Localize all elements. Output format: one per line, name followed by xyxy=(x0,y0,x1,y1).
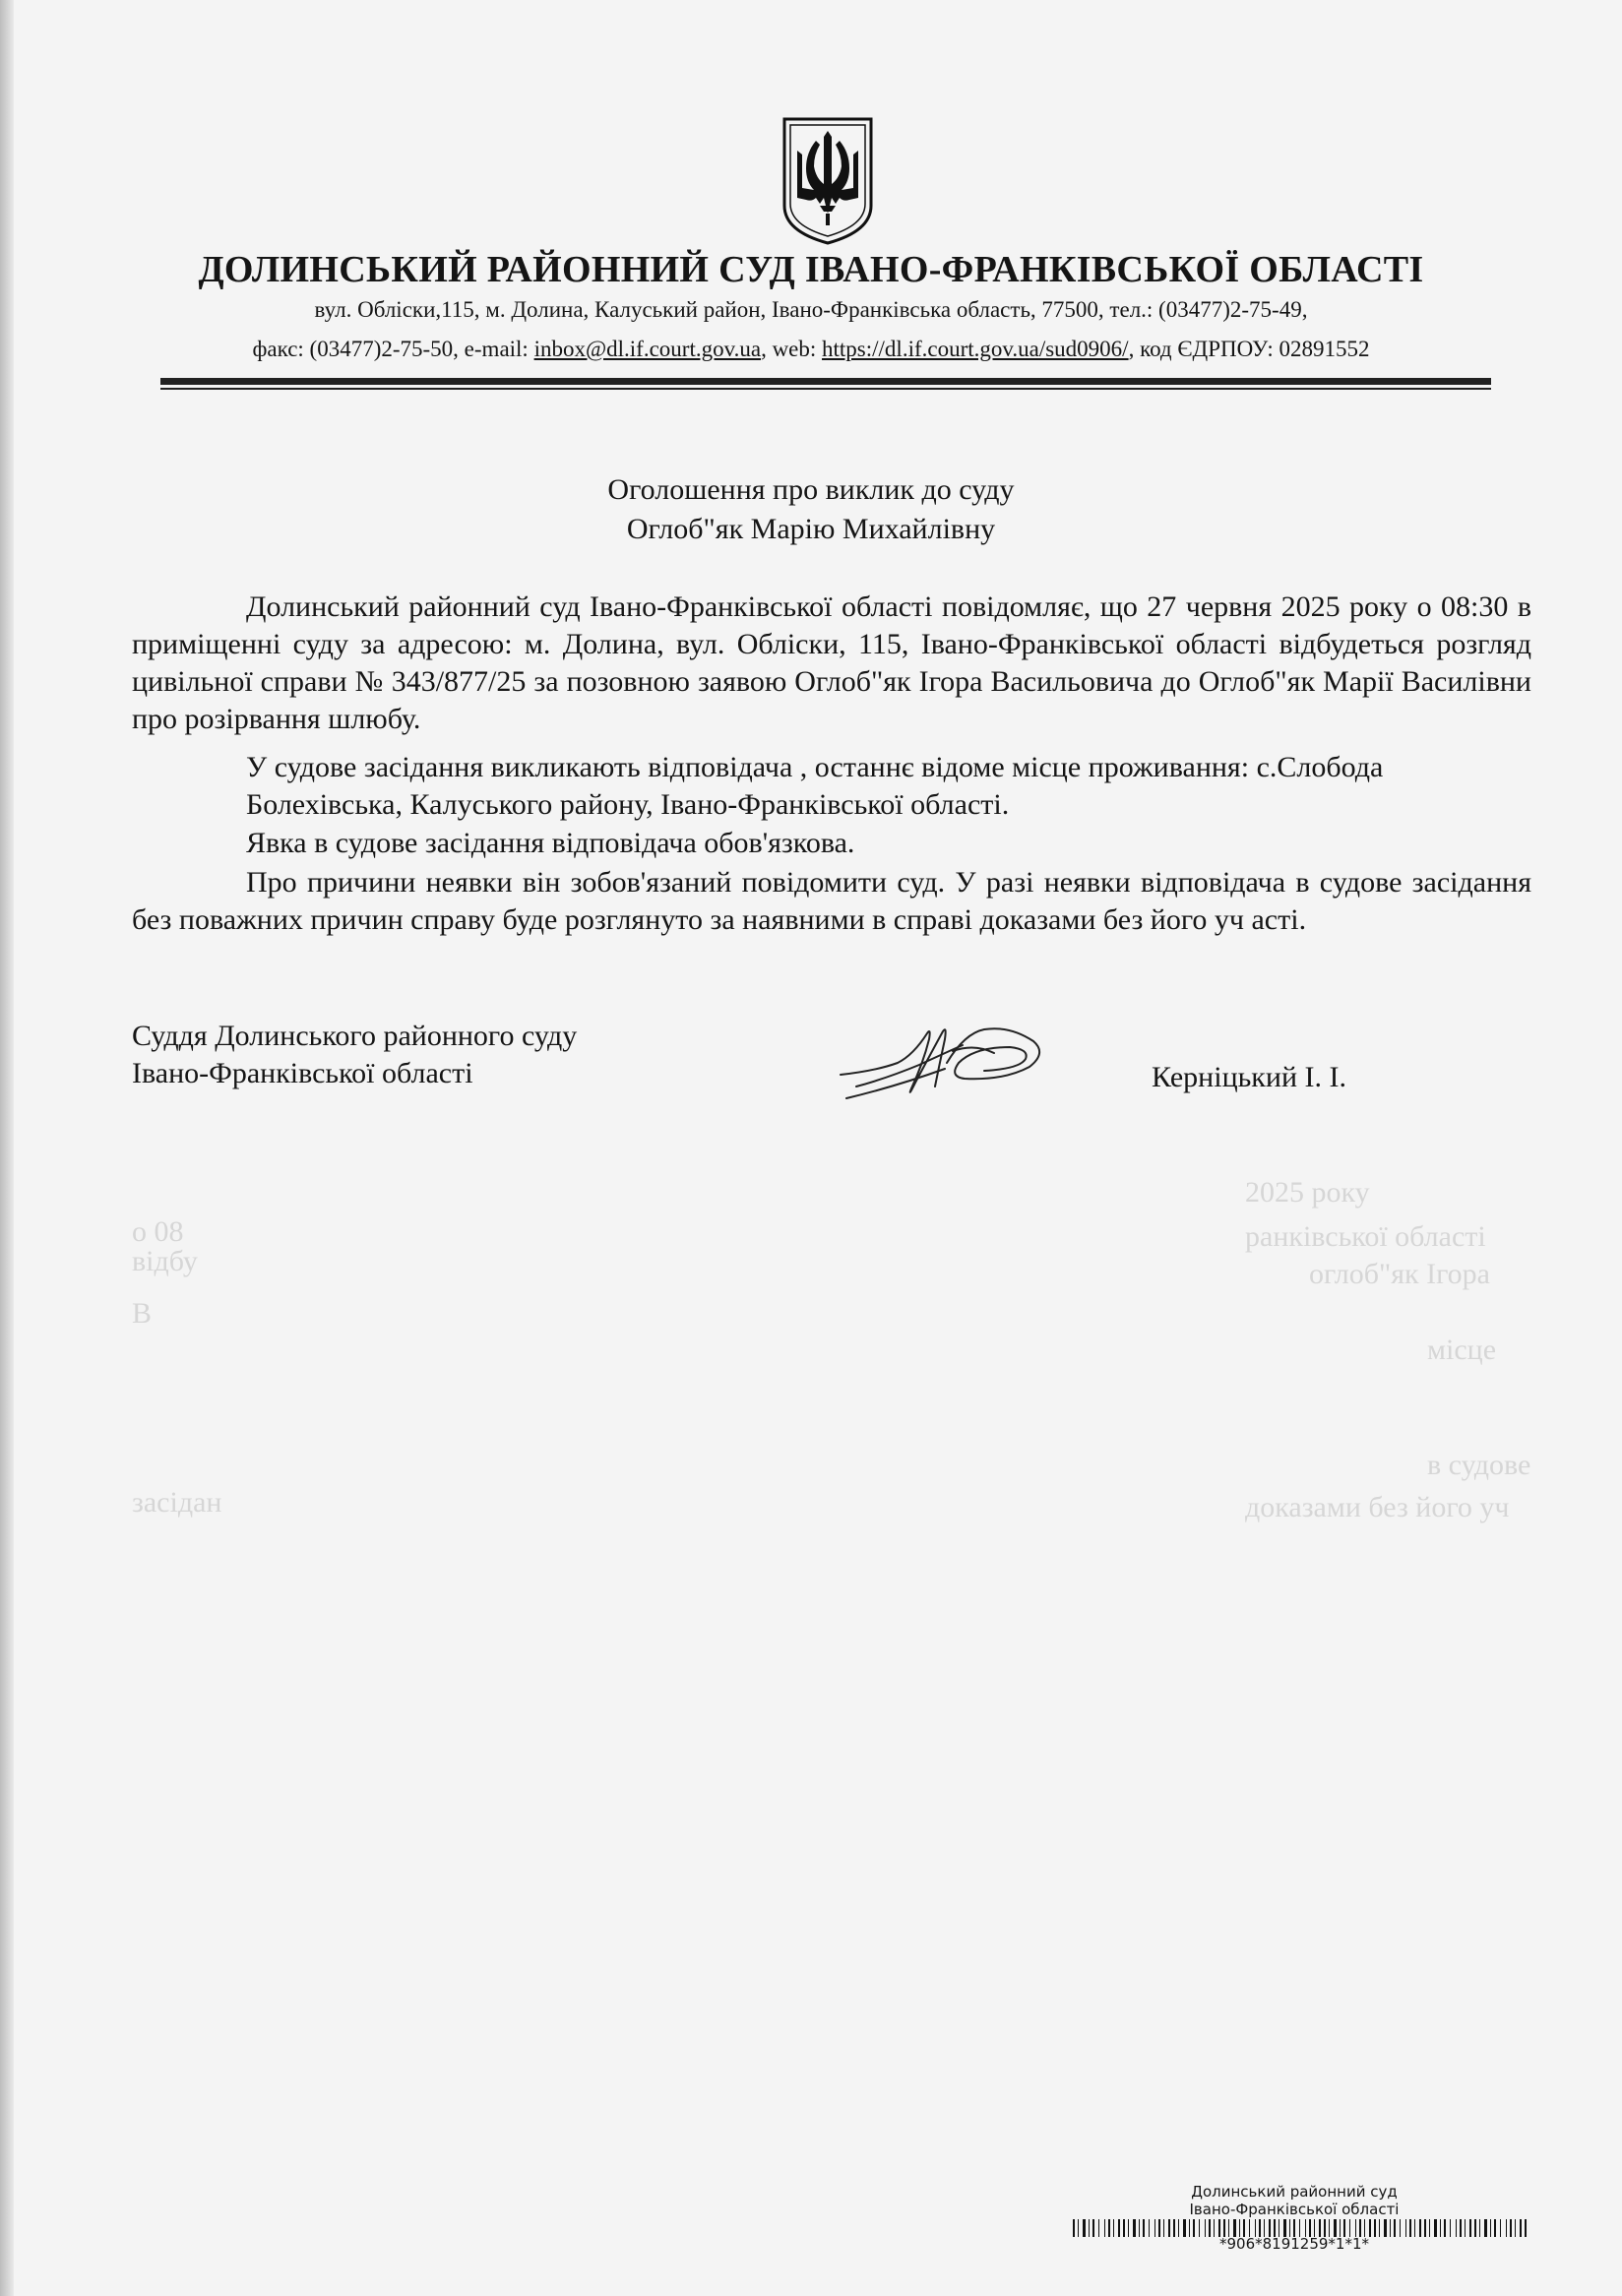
barcode-bar xyxy=(1479,2219,1480,2237)
barcode-bar xyxy=(1083,2219,1086,2237)
web-label: , web: xyxy=(761,337,823,361)
barcode-bar xyxy=(1490,2219,1491,2237)
barcode-number: *906*8191259*1*1* xyxy=(1218,2235,1370,2253)
bleed-through-text: 2025 року xyxy=(1245,1176,1370,1209)
bleed-through-text: оглоб"як Ігора xyxy=(1309,1258,1490,1290)
court-name-heading: ДОЛИНСЬКИЙ РАЙОННИЙ СУД ІВАНО-ФРАНКІВСЬКОЇ ОБЛАСТІ xyxy=(198,249,1424,290)
judge-position-line-1: Суддя Долинського районного суду xyxy=(132,1020,578,1052)
bleed-through-text: в судове xyxy=(1427,1449,1531,1481)
registry-stamp-court: Долинський районний суд xyxy=(1191,2183,1398,2201)
edrpou-code-text: , код ЄДРПОУ: 02891552 xyxy=(1128,337,1370,361)
barcode-bar xyxy=(1506,2219,1507,2237)
barcode-bar xyxy=(1494,2219,1496,2237)
bleed-through-text: місце xyxy=(1427,1334,1497,1366)
barcode-bar xyxy=(1510,2219,1512,2237)
notice-title: Оголошення про виклик до суду xyxy=(607,473,1015,506)
barcode-bar xyxy=(1500,2219,1501,2237)
barcode-bar xyxy=(1520,2219,1522,2237)
barcode-bar xyxy=(1474,2219,1476,2237)
handwritten-signature-icon xyxy=(837,1004,1053,1112)
bleed-through-text: відбу xyxy=(132,1245,198,1277)
bleed-through-text: о 08 xyxy=(132,1215,184,1248)
registry-stamp-region: Івано-Франківської області xyxy=(1189,2201,1400,2218)
hearing-info-paragraph: Долинський районний суд Івано-Франківської області повідомляє, що 27 червня 2025 року о 08:30 в приміщенні суду за адресою: м. Долина, вул. Обліски, 115, Івано-Франківської області відбудеться розгляд цивільної справи № 343/877/25 за позовною заявою Оглоб"як Ігора Васильовича до Оглоб"як Марії Василівни про розірвання шлюбу. xyxy=(132,590,1531,735)
barcode-bar xyxy=(1118,2219,1120,2237)
bleed-through-text: засідан xyxy=(132,1486,222,1519)
mandatory-attendance-line: Явка в судове засідання відповідача обов'язкова. xyxy=(246,827,855,859)
absence-consequence-paragraph: Про причини неявки він зобов'язаний повідомити суд. У разі неявки відповідача в судове засідання без поважних причин справу буде розглянуто за наявними в справі доказами без його уч асті. xyxy=(132,866,1531,936)
notice-addressee: Оглоб"як Марію Михайлівну xyxy=(626,513,996,545)
coat-of-arms-icon xyxy=(780,115,875,247)
fax-text: факс: (03477)2-75-50, e-mail: xyxy=(252,337,534,361)
defendant-place-line: Болехівська, Калуського району, Івано-Франківської області. xyxy=(246,788,1010,821)
barcode-bar xyxy=(1525,2219,1527,2237)
header-divider-thin xyxy=(160,388,1491,390)
barcode-bar xyxy=(1078,2219,1079,2237)
barcode-bar xyxy=(1515,2219,1516,2237)
barcode-bar xyxy=(1108,2219,1110,2237)
barcode-bar xyxy=(1073,2219,1075,2237)
barcode-bar xyxy=(1460,2219,1462,2237)
barcode-bar xyxy=(1484,2219,1487,2237)
barcode-bar xyxy=(1123,2219,1125,2237)
bleed-through-text: доказами без його уч xyxy=(1245,1491,1510,1523)
summon-defendant-line: У судове засідання викликають відповідача , останнє відоме місце проживання: с.Слобода xyxy=(246,751,1384,783)
court-contacts-line xyxy=(0,337,1622,362)
barcode-bar xyxy=(1128,2219,1129,2237)
barcode-bar xyxy=(1092,2219,1094,2237)
bleed-through-text: ранківської області xyxy=(1245,1220,1486,1253)
website-link[interactable]: https://dl.if.court.gov.ua/sud0906/ xyxy=(822,337,1129,361)
barcode-bar xyxy=(1104,2219,1105,2237)
barcode-bar xyxy=(1098,2219,1099,2237)
barcode-bar xyxy=(1113,2219,1114,2237)
header-divider-thick xyxy=(160,378,1491,385)
judge-name: Керніцький І. І. xyxy=(1152,1061,1346,1093)
bleed-through-text: В xyxy=(132,1297,153,1330)
barcode-bar xyxy=(1089,2219,1090,2237)
barcode-bar xyxy=(1465,2219,1466,2237)
judge-position-line-2: Івано-Франківської області xyxy=(132,1057,473,1089)
email-link[interactable]: inbox@dl.if.court.gov.ua xyxy=(533,337,762,361)
barcode-bar xyxy=(1469,2219,1471,2237)
court-address-line: вул. Обліски,115, м. Долина, Калуський район, Івано-Франківська область, 77500, тел.: (03477)2-75-49, xyxy=(314,297,1308,322)
